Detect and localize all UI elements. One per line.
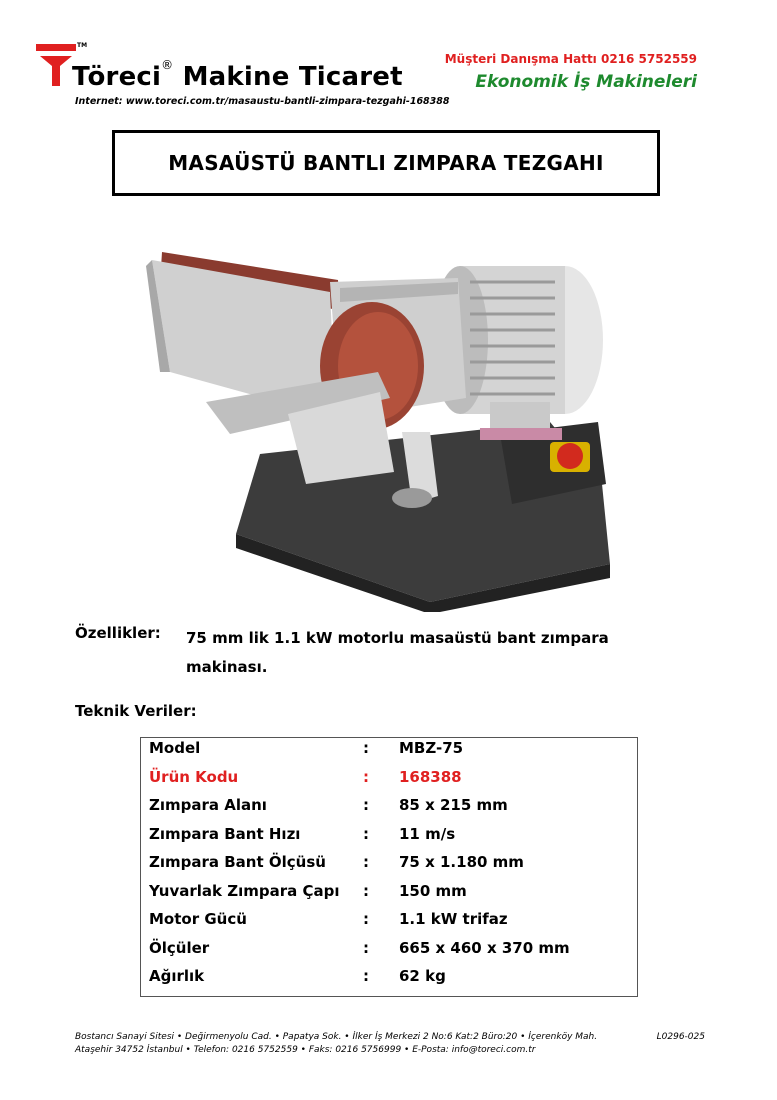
spec-value: 150 mm bbox=[399, 881, 467, 900]
spec-row-motor-power bbox=[141, 910, 637, 938]
spec-row-product-code bbox=[141, 768, 637, 796]
features-label: Özellikler: bbox=[75, 624, 161, 642]
spec-key: Motor Gücü bbox=[149, 910, 247, 928]
features-text: 75 mm lik 1.1 kW motorlu masaüstü bant zımpara makinası. bbox=[186, 629, 609, 676]
spec-key: Ürün Kodu bbox=[149, 767, 239, 786]
spec-key: Zımpara Bant Hızı bbox=[149, 824, 301, 843]
spec-separator: : bbox=[363, 739, 369, 757]
spec-row-weight bbox=[141, 967, 637, 995]
spec-key: Zımpara Bant Ölçüsü bbox=[149, 853, 326, 871]
spec-key: Yuvarlak Zımpara Çapı bbox=[149, 881, 340, 900]
spec-row-belt-size bbox=[141, 853, 637, 881]
spec-key: Ağırlık bbox=[149, 967, 205, 985]
page-url[interactable]: Internet: www.toreci.com.tr/masaustu-bantli-zimpara-tezgahi-168388 bbox=[75, 96, 450, 107]
spec-value: 85 x 215 mm bbox=[399, 796, 508, 814]
spec-row-dimensions bbox=[141, 939, 637, 967]
belt-sander-photo bbox=[140, 222, 620, 612]
spec-value: 75 x 1.180 mm bbox=[399, 853, 524, 871]
spec-value: MBZ-75 bbox=[399, 739, 464, 757]
spec-value: 62 kg bbox=[399, 967, 446, 985]
spec-separator: : bbox=[363, 853, 369, 871]
brand-name: Töreci bbox=[72, 62, 162, 92]
footer-contact: Ataşehir 34752 İstanbul • Telefon: 0216 5752559 • Faks: 0216 5756999 • E-Posta: info@toreci.com.tr bbox=[75, 1045, 536, 1055]
spec-separator: : bbox=[363, 967, 369, 985]
spec-row-sanding-area bbox=[141, 796, 637, 824]
spec-key: Ölçüler bbox=[149, 938, 210, 957]
spec-value: 11 m/s bbox=[399, 824, 456, 843]
document-code: L0296-025 bbox=[656, 1032, 705, 1042]
spec-separator: : bbox=[363, 796, 369, 814]
trademark-mark: TM bbox=[77, 42, 88, 49]
spec-value: 665 x 460 x 370 mm bbox=[399, 938, 570, 957]
spec-separator: : bbox=[363, 767, 369, 786]
brand-suffix: Makine Ticaret bbox=[182, 62, 403, 92]
slogan: Ekonomik İş Makineleri bbox=[475, 72, 697, 92]
spec-value: 168388 bbox=[399, 767, 462, 786]
footer-address: Bostancı Sanayi Sitesi • Değirmenyolu Cad. • Papatya Sok. • İlker İş Merkezi 2 No:6 Kat:2 Büro:20 • İçerenköy Mah. bbox=[75, 1032, 598, 1042]
spec-separator: : bbox=[363, 938, 369, 957]
page-title: MASAÜSTÜ BANTLI ZIMPARA TEZGAHI bbox=[168, 151, 604, 175]
toreci-logo-icon bbox=[36, 44, 76, 86]
spec-separator: : bbox=[363, 910, 369, 928]
spec-table bbox=[140, 737, 638, 997]
customer-hotline: Müşteri Danışma Hattı 0216 5752559 bbox=[444, 52, 697, 66]
title-box bbox=[112, 130, 660, 196]
spec-row-model bbox=[141, 739, 637, 767]
spec-key: Model bbox=[149, 739, 201, 757]
spec-row-belt-speed bbox=[141, 825, 637, 853]
spec-value: 1.1 kW trifaz bbox=[399, 910, 508, 928]
spec-row-disc-diameter bbox=[141, 882, 637, 910]
technical-data-label: Teknik Veriler: bbox=[75, 702, 197, 720]
brand-title bbox=[72, 58, 403, 92]
registered-mark: ® bbox=[161, 58, 174, 72]
spec-separator: : bbox=[363, 824, 369, 843]
spec-key: Zımpara Alanı bbox=[149, 796, 267, 814]
spec-separator: : bbox=[363, 881, 369, 900]
